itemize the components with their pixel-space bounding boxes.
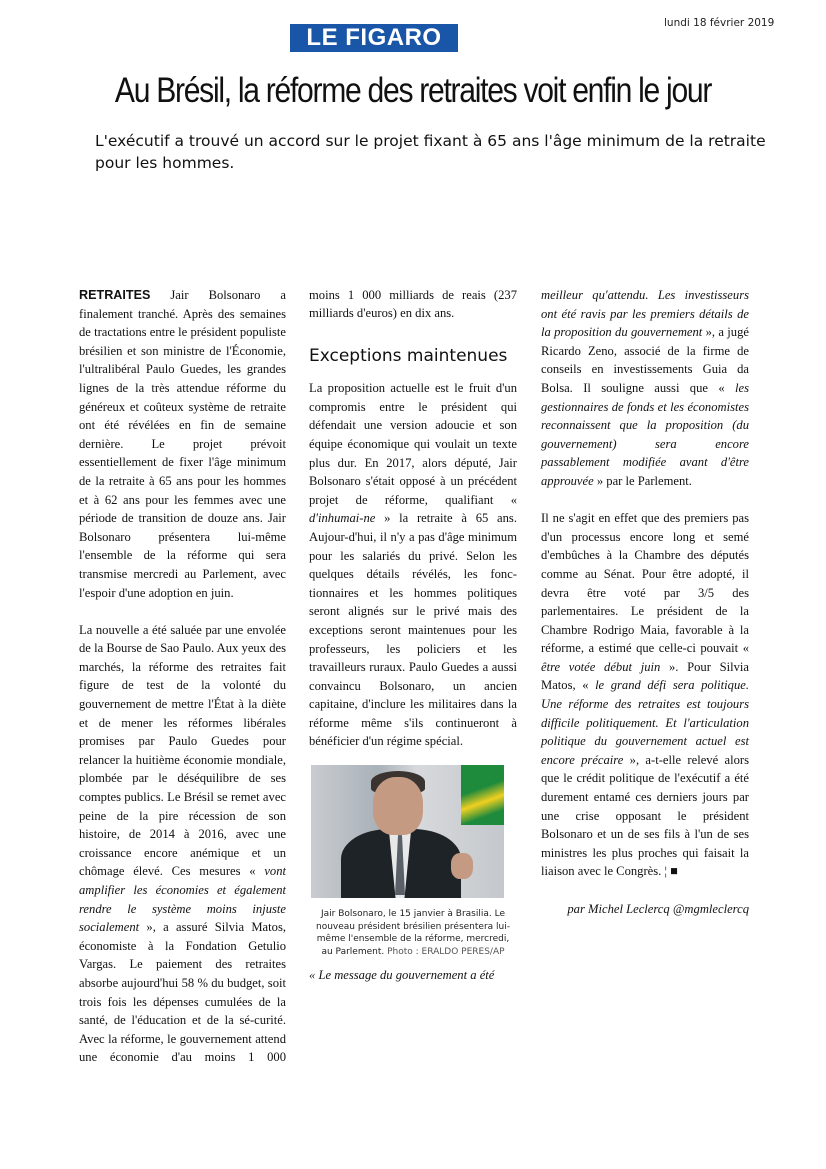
paragraph-5-quote-a: être votée début juin [541, 659, 661, 674]
caption-text: Jair Bolsonaro, le 15 janvier à Brasilia. Le nouveau président brésilien présentera lui-même l'ensemble de la réforme, mercredi, au Parlement. [316, 909, 510, 957]
column-2-content [309, 286, 517, 985]
column-3 [541, 286, 749, 918]
issue-date: lundi 18 février 2019 [664, 17, 775, 29]
paragraph-1-text: Jair Bolsonaro a finalement tranché. Après des semaines de tractations entre le président populiste brésilien et son ministre de l'Économie, l'ultralibéral Paulo Guedes, les grandes lignes de la très attendue réforme du généreux et coûteux système de retraite ont été révélées en fin de semaine dernière. Le projet prévoit essentiellement de fixer l'âge minimum de la retraite à 65 ans pour les hommes et à 62 ans pour les femmes avec une période de transition de douze ans. Jair Bolsonaro présentera lui-même l'ensemble de la réforme qui sera transmise mercredi au Parlement, avec l'espoir d'une adoption en juin. [79, 288, 286, 600]
paragraph-3 [309, 379, 517, 751]
paragraph-1 [79, 286, 286, 602]
section-subhead: Exceptions maintenues [309, 346, 508, 367]
paragraph-2-quote: vont amplifier les économies et également rendre le système moins injuste socialement [79, 864, 286, 935]
article-title: Au Brésil, la réforme des retraites voit enfin le jour [114, 71, 712, 110]
column-1 [79, 286, 286, 1064]
le-figaro-logo: LE FIGARO [290, 24, 458, 52]
paragraph-5-quote-b: le grand défi sera politique. Une réforme des retraites est toujours difficile politiquement. Et l'articulation politique du gouvernement actuel est encore précaire [541, 678, 749, 767]
paragraph-4-text-b: », a jugé Ricardo Zeno, associé de la firme de conseils en investissements Guia da Bolsa. Il souligne aussi que « [541, 325, 749, 395]
paragraph-5-text-c: », a-t-elle relevé alors que le crédit politique de l'exécutif a été durement entamé ces derniers jours par une crise opposant le président Bolsonaro et un de ses fils à l'un de ses ministres les plus proches qui faisait la liaison avec le Congrès. ¦ ■ [541, 752, 749, 879]
paragraph-2-text-a: La nouvelle a été saluée par une envolée de la Bourse de Sao Paulo. Aux yeux des marchés, la réforme des retraites fait figure de test de la volonté du gouvernement de mettre l'État à la diète et de mener les réformes libérales promises par Paulo Guedes pour relancer la huitième économie mondiale, plombée par le déséquilibre de ses comptes publics. Le Brésil se remet avec peine de la pire récession de son histoire, de 2014 à 2016, avec une croissance encore anémique et un chômage élevé. Ces mesures « [79, 622, 286, 879]
column-2-quote-start [309, 966, 517, 985]
paragraph-2-continued [309, 286, 517, 323]
paragraph-2 [79, 621, 286, 1064]
quote-open-mark: « [309, 968, 319, 983]
paragraph-4-quote-b: meilleur qu'attendu. Les investisseurs ont été ravis par les premiers détails de la proposition du gouvernement [541, 288, 749, 340]
paragraph-3-text-a: La proposition actuelle est le fruit d'un compromis entre le président qui défendait une version adoucie et son équipe économique qui voulait un texte plus dur. En 2017, alors député, Jair Bolsonaro s'était opposé à un précédent projet de réforme, qualifiant « [309, 381, 517, 507]
hand-shape [451, 853, 473, 879]
section-kicker: RETRAITES [79, 288, 151, 302]
paragraph-4-text-c: » par le Parlement. [593, 473, 692, 488]
paragraph-5-text-b: ». Pour Silvia Matos, « [541, 659, 749, 693]
article-lede: L'exécutif a trouvé un accord sur le projet fixant à 65 ans l'âge minimum de la retraite pour les hommes. [95, 132, 766, 172]
paragraph-3-quote: d'inhumai-ne [309, 511, 376, 526]
byline: par Michel Leclercq @mgmleclercq [567, 901, 749, 916]
paragraph-5-text-a: Il ne s'agit en effet que des premiers pas d'un processus encore long et semé d'embûches à la Chambre des députés comme au Sénat. Pour être adopté, il devra être voté par 3/5 des parlementaires. Le président de la Chambre Rodrigo Maia, favorable à la réforme, a estimé que celle-ci pouvait « [541, 511, 749, 656]
paragraph-3-text-b: » la retraite à 65 ans. Aujour-d'hui, il n'y a pas d'âge minimum pour les salariés du privé. Selon les quelques détails révélés, les fonc-tionnaires et les hommes politiques seront alignés sur le privé mais des exceptions seront maintenues pour les professeurs, les policiers et les travailleurs ruraux. Paulo Guedes a aussi convaincu Bolsonaro, un ancien capitaine, d'inclure les militaires dans la réforme même s'ils continueront à bénéficier d'un régime spécial. [309, 511, 517, 749]
photo-caption [313, 908, 513, 958]
paragraph-5 [541, 509, 749, 881]
face-shape [373, 777, 423, 835]
paragraph-2-text-b: », a assuré Silvia Matos, économiste à la Fondation Getulio Vargas. Le paiement des retraites absorbe aujourd'hui 58 % du budget, soit trois fois les dépenses cumulées de la santé, de l'éducation et de la sé-curité. Avec la réforme, le gouvernement attend une économie d'au moins 1 000 [79, 920, 286, 1064]
brazil-flag-shape [461, 765, 504, 825]
photo-credit: Photo : ERALDO PERES/AP [384, 946, 505, 957]
paragraph-2-text-b-continued: moins 1 000 milliards de reais (237 milliards d'euros) en dix ans. [309, 287, 517, 321]
paragraph-4 [541, 286, 749, 491]
column-2-continuation [309, 286, 517, 323]
paragraph-4-quote-c: les gestionnaires de fonds et les économistes reconnaissent que la proposition (du gouvernement) sera encore passablement modifiée avant d'être approuvée [541, 380, 749, 488]
quote-start-text: Le message du gouvernement a été [318, 968, 495, 983]
bolsonaro-photo [311, 765, 504, 898]
